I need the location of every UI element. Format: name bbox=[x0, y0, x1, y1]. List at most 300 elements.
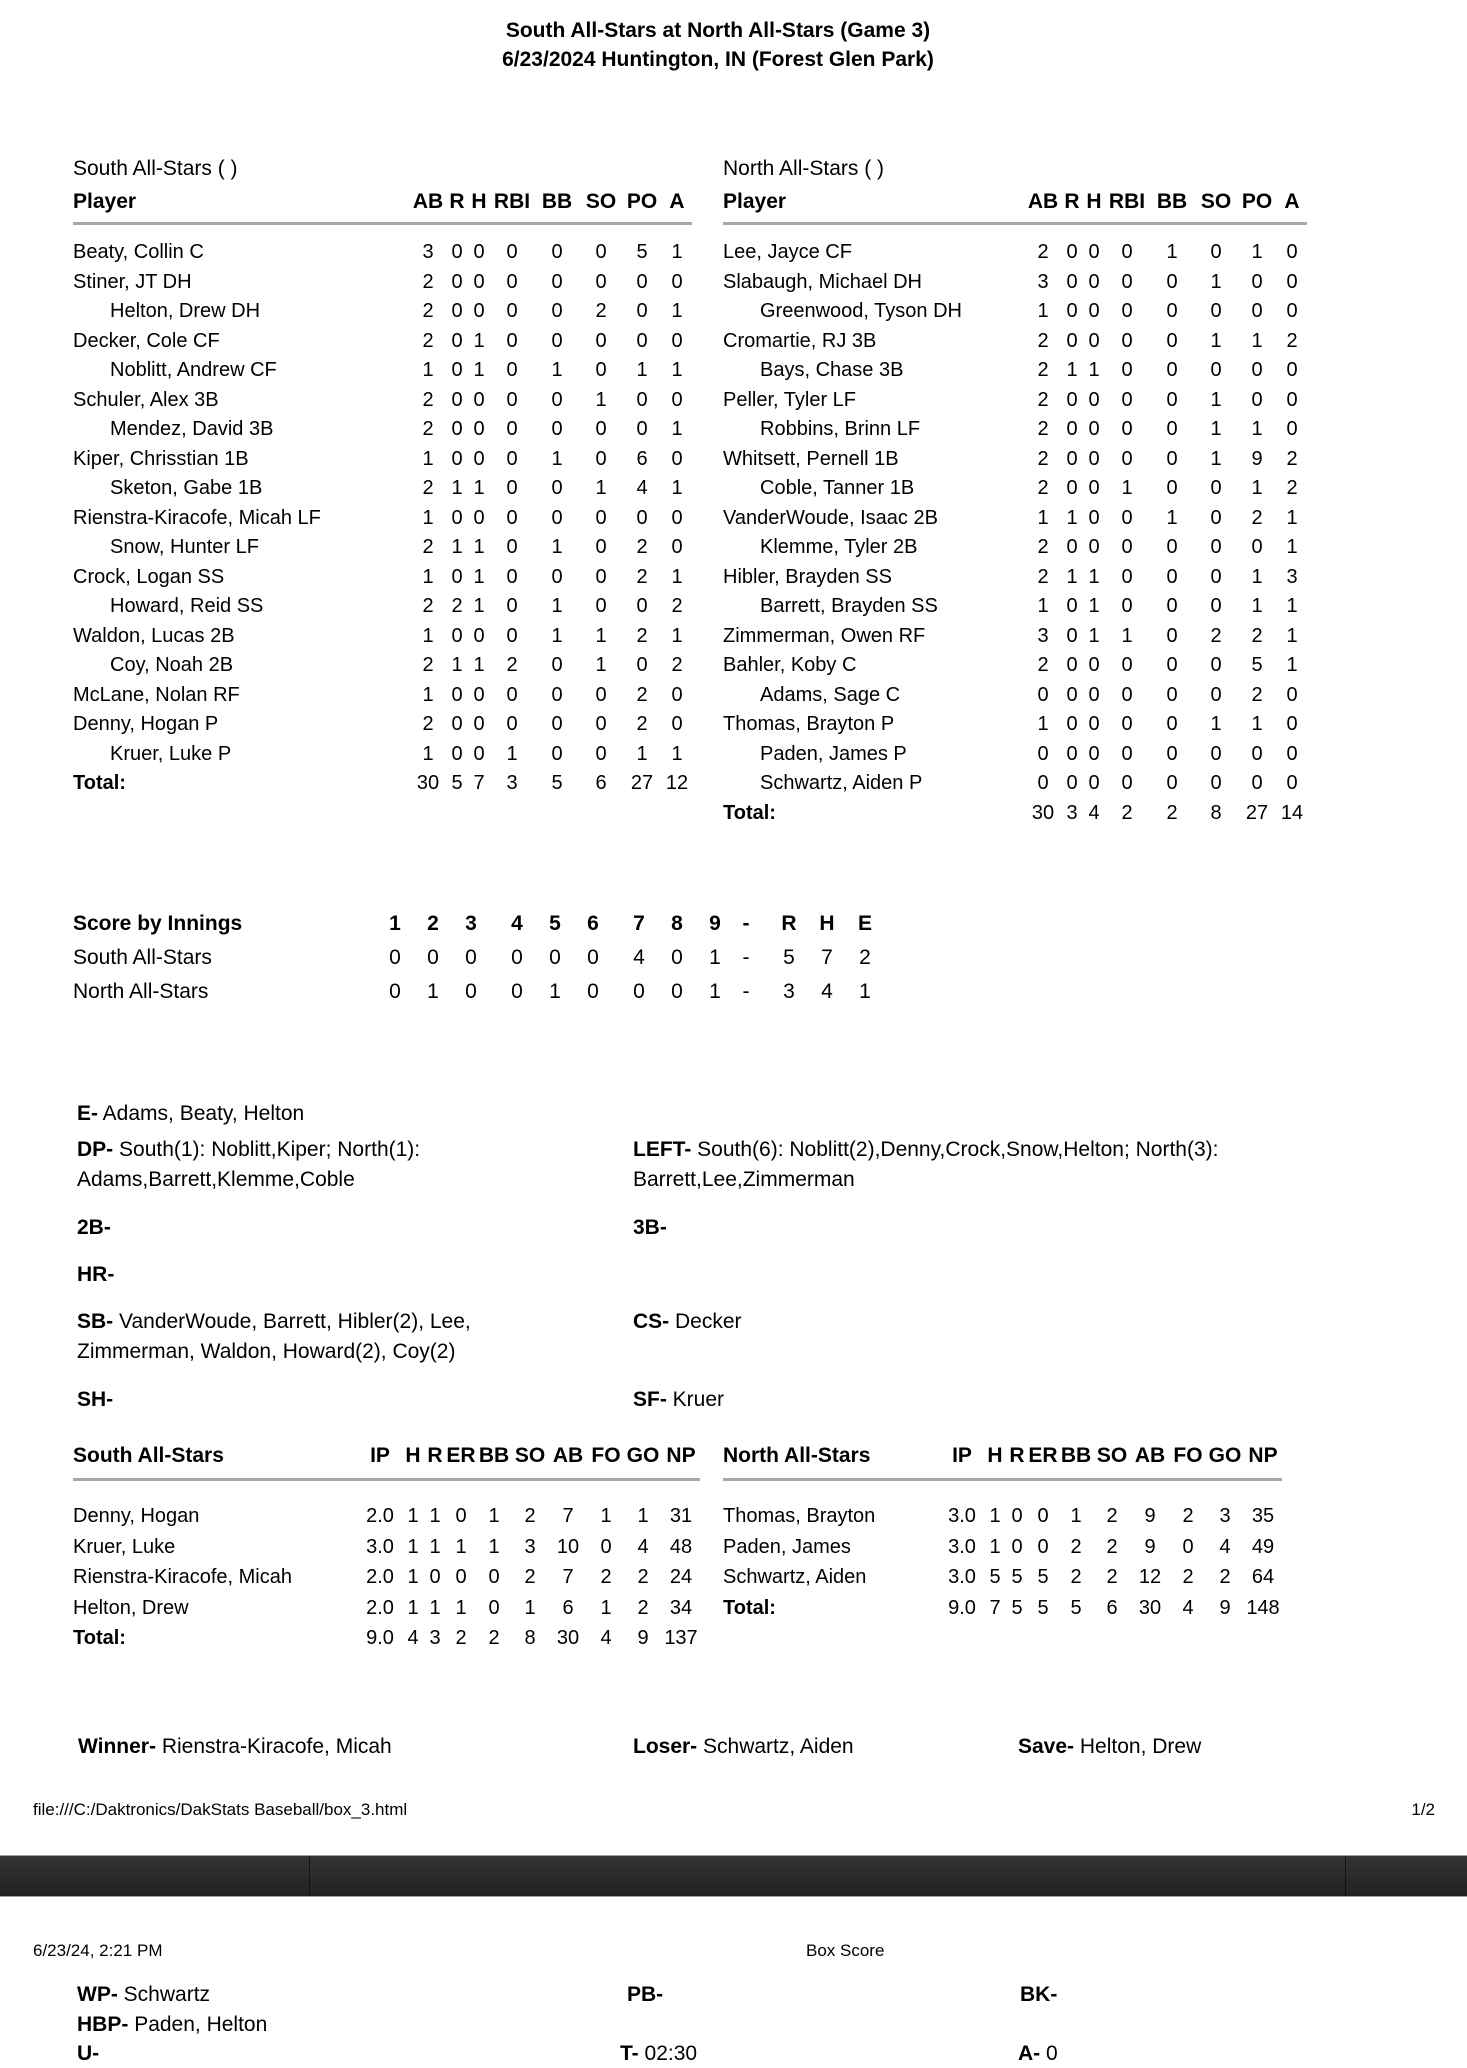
stat-cell: 0 bbox=[636, 506, 648, 529]
total-stat-cell: 9.0 bbox=[366, 1627, 394, 1649]
batting-row bbox=[73, 474, 692, 504]
stat-cell: 0 bbox=[451, 359, 463, 381]
stat-cell: 0 bbox=[473, 713, 485, 735]
total-stat-cell: 6 bbox=[1106, 1596, 1118, 1619]
innings-team-row bbox=[73, 980, 884, 1014]
pitching-stat-cell: 1 bbox=[989, 1535, 1001, 1558]
stat-cell: 0 bbox=[1121, 300, 1133, 322]
batting-row bbox=[73, 651, 692, 681]
stat-cell: 1 bbox=[422, 565, 434, 588]
stat-cell: 0 bbox=[1088, 270, 1100, 293]
print-doc-title: Box Score bbox=[806, 1941, 885, 1960]
stat-cell: 2 bbox=[636, 565, 648, 588]
bk-entry bbox=[1020, 1981, 1057, 2009]
stat-cell: 1 bbox=[595, 388, 607, 411]
note-label: 3B- bbox=[633, 1216, 667, 1239]
stat-cell: 2 bbox=[636, 683, 648, 706]
player-name: Noblitt, Andrew CF bbox=[110, 359, 277, 381]
stat-cell: 0 bbox=[1121, 772, 1133, 794]
stat-cell: 0 bbox=[551, 241, 563, 263]
stat-cell: 0 bbox=[671, 329, 683, 352]
stat-cell: 0 bbox=[1210, 536, 1222, 558]
batting-column-header: H bbox=[1083, 190, 1105, 224]
total-stat-cell: 30 bbox=[1031, 801, 1055, 824]
stat-cell: 0 bbox=[595, 595, 607, 617]
inning-column-header: 5 bbox=[549, 912, 561, 935]
north-pitching-table bbox=[723, 1443, 1282, 1623]
stat-cell: 0 bbox=[451, 506, 463, 529]
player-name: Bays, Chase 3B bbox=[760, 359, 904, 381]
pitcher-name: Helton, Drew bbox=[73, 1596, 189, 1619]
stat-cell: 2 bbox=[422, 595, 434, 617]
pitching-stat-cell: 0 bbox=[1037, 1505, 1049, 1527]
pitching-stat-cell: 2 bbox=[1219, 1566, 1231, 1588]
stat-cell: 0 bbox=[551, 329, 563, 352]
band-seam bbox=[309, 1856, 310, 1896]
player-name: Hibler, Brayden SS bbox=[723, 565, 892, 588]
stat-cell: 0 bbox=[595, 683, 607, 706]
print-datetime: 6/23/24, 2:21 PM bbox=[33, 1941, 163, 1960]
pitching-stat-cell: 2.0 bbox=[366, 1566, 394, 1588]
stat-cell: 0 bbox=[451, 683, 463, 706]
attendance-entry bbox=[1018, 2040, 1058, 2068]
umpires-label: U- bbox=[77, 2042, 100, 2065]
player-name: Lee, Jayce CF bbox=[723, 241, 852, 263]
batting-row bbox=[73, 740, 692, 770]
stat-cell: 0 bbox=[1066, 270, 1078, 293]
stat-cell: 1 bbox=[451, 477, 463, 499]
stat-cell: 0 bbox=[473, 447, 485, 470]
stat-cell: 1 bbox=[551, 359, 563, 381]
inning-score-cell: 0 bbox=[633, 980, 645, 1003]
pitching-total-row bbox=[723, 1593, 1282, 1624]
batting-row bbox=[73, 297, 692, 327]
stat-cell: 2 bbox=[1037, 654, 1049, 676]
stat-cell: 0 bbox=[1286, 300, 1298, 322]
total-label: Total: bbox=[723, 1596, 776, 1619]
stat-cell: 0 bbox=[1037, 683, 1049, 706]
pitching-stat-cell: 34 bbox=[669, 1596, 693, 1619]
north-batting-section bbox=[723, 156, 1307, 828]
pb-label: PB- bbox=[627, 1983, 664, 2006]
stat-cell: 0 bbox=[671, 536, 683, 558]
stat-cell: 0 bbox=[473, 624, 485, 647]
stat-cell: 0 bbox=[473, 742, 485, 765]
stat-cell: 0 bbox=[451, 388, 463, 411]
pitching-stat-cell: 2 bbox=[1106, 1566, 1118, 1588]
inning-score-cell: 1 bbox=[549, 980, 561, 1003]
batting-row bbox=[723, 710, 1307, 740]
file-url: file:///C:/Daktronics/DakStats Baseball/box_3.html bbox=[33, 1800, 408, 1819]
player-name: Klemme, Tyler 2B bbox=[760, 536, 918, 558]
total-stat-cell: 27 bbox=[630, 772, 654, 794]
stat-cell: 3 bbox=[1286, 565, 1298, 588]
stat-cell: 0 bbox=[1121, 388, 1133, 411]
note-label: 2B- bbox=[77, 1216, 111, 1239]
stat-cell: 0 bbox=[1066, 654, 1078, 676]
stat-cell: 0 bbox=[506, 683, 518, 706]
inning-column-header: 2 bbox=[427, 912, 439, 935]
stat-cell: 2 bbox=[1286, 329, 1298, 352]
total-stat-cell: 3 bbox=[1066, 801, 1078, 824]
pitching-row bbox=[73, 1480, 700, 1532]
pitching-stat-cell: 0 bbox=[1037, 1535, 1049, 1558]
batting-row bbox=[73, 504, 692, 534]
stat-cell: 1 bbox=[671, 300, 683, 322]
innings-header-label: Score by Innings bbox=[73, 912, 243, 935]
player-name: VanderWoude, Isaac 2B bbox=[723, 506, 938, 529]
stat-cell: 0 bbox=[506, 713, 518, 735]
note-label: SB- bbox=[77, 1310, 114, 1333]
pitching-stat-cell: 0 bbox=[455, 1566, 467, 1588]
stat-cell: 0 bbox=[551, 654, 563, 676]
player-name: Cromartie, RJ 3B bbox=[723, 329, 877, 352]
pitching-stat-cell: 2.0 bbox=[366, 1596, 394, 1619]
stat-cell: 2 bbox=[1037, 477, 1049, 499]
player-name: Howard, Reid SS bbox=[110, 595, 264, 617]
pitching-stat-cell: 48 bbox=[669, 1535, 693, 1558]
pitching-stat-cell: 1 bbox=[989, 1505, 1001, 1527]
total-label: Total: bbox=[723, 801, 776, 824]
wp-value: Schwartz bbox=[123, 1983, 211, 2006]
batting-column-header: AB bbox=[410, 190, 446, 224]
stat-cell: 0 bbox=[1037, 772, 1049, 794]
total-stat-cell: 4 bbox=[1088, 801, 1100, 824]
stat-cell: 0 bbox=[1088, 506, 1100, 529]
note-cs: CS- Decker bbox=[633, 1310, 742, 1333]
stat-cell: 0 bbox=[451, 418, 463, 440]
total-label: Total: bbox=[73, 1627, 126, 1649]
pitching-column-header: AB bbox=[548, 1443, 588, 1480]
pitching-stat-cell: 1 bbox=[1070, 1505, 1082, 1527]
total-label: Total: bbox=[73, 772, 126, 794]
pitching-stat-cell: 1 bbox=[407, 1566, 419, 1588]
pitching-stat-cell: 1 bbox=[407, 1505, 419, 1527]
total-stat-cell: 137 bbox=[664, 1627, 698, 1649]
stat-cell: 0 bbox=[1210, 359, 1222, 381]
total-stat-cell: 2 bbox=[1166, 801, 1178, 824]
note-sh bbox=[77, 1385, 577, 1415]
pitching-stat-cell: 1 bbox=[455, 1596, 467, 1619]
batting-column-header: H bbox=[468, 190, 490, 224]
batting-column-header: RBI bbox=[490, 190, 534, 224]
stat-cell: 2 bbox=[1286, 477, 1298, 499]
pitching-stat-cell: 3.0 bbox=[948, 1566, 976, 1588]
pitching-stat-cell: 1 bbox=[429, 1505, 441, 1527]
stat-cell: 0 bbox=[1286, 742, 1298, 765]
stat-cell: 1 bbox=[1210, 329, 1222, 352]
pitching-stat-cell: 1 bbox=[488, 1505, 500, 1527]
stat-cell: 2 bbox=[1210, 624, 1222, 647]
stat-cell: 2 bbox=[1286, 447, 1298, 470]
note-label: HR- bbox=[77, 1263, 115, 1286]
wp-label: WP- bbox=[77, 1983, 118, 2006]
player-name: Greenwood, Tyson DH bbox=[760, 300, 962, 322]
batting-row bbox=[723, 474, 1307, 504]
stat-cell: 2 bbox=[1251, 506, 1263, 529]
stat-cell: 0 bbox=[1066, 241, 1078, 263]
total-stat-cell: 3 bbox=[429, 1627, 441, 1649]
stat-cell: 1 bbox=[422, 506, 434, 529]
total-stat-cell: 5 bbox=[1070, 1596, 1082, 1619]
stat-cell: 0 bbox=[506, 241, 518, 263]
pitching-stat-cell: 2 bbox=[524, 1566, 536, 1588]
total-stat-cell: 6 bbox=[595, 772, 607, 794]
stat-cell: 1 bbox=[1251, 329, 1263, 352]
stat-cell: 0 bbox=[595, 329, 607, 352]
pitching-column-header: R bbox=[1006, 1443, 1028, 1480]
batting-row bbox=[723, 533, 1307, 563]
pitching-column-header: H bbox=[984, 1443, 1006, 1480]
stat-cell: 1 bbox=[1066, 565, 1078, 588]
umpires-entry bbox=[77, 2040, 99, 2068]
innings-team-name: South All-Stars bbox=[73, 946, 212, 969]
total-stat-cell: 5 bbox=[551, 772, 563, 794]
pitching-stat-cell: 3.0 bbox=[366, 1535, 394, 1558]
stat-cell: 1 bbox=[551, 595, 563, 617]
save-label: Save- bbox=[1018, 1735, 1075, 1758]
stat-cell: 0 bbox=[1121, 447, 1133, 470]
inning-column-header: 7 bbox=[633, 912, 645, 935]
stat-cell: 2 bbox=[422, 713, 434, 735]
player-name: Denny, Hogan P bbox=[73, 713, 219, 735]
stat-cell: 0 bbox=[1037, 742, 1049, 765]
pitching-stat-cell: 1 bbox=[455, 1535, 467, 1558]
stat-cell: 0 bbox=[551, 565, 563, 588]
batting-column-header: PO bbox=[1237, 190, 1277, 224]
pitching-stat-cell: 0 bbox=[1011, 1535, 1023, 1558]
hbp-value: Paden, Helton bbox=[134, 2013, 268, 2036]
stat-cell: 1 bbox=[671, 742, 683, 765]
stat-cell: 0 bbox=[506, 506, 518, 529]
total-stat-cell: 30 bbox=[416, 772, 440, 794]
stat-cell: 0 bbox=[1166, 654, 1178, 676]
stat-cell: 0 bbox=[1066, 300, 1078, 322]
stat-cell: 1 bbox=[1037, 713, 1049, 735]
pitching-stat-cell: 7 bbox=[562, 1566, 574, 1588]
pitching-stat-cell: 12 bbox=[1138, 1566, 1162, 1588]
total-stat-cell: 3 bbox=[506, 772, 518, 794]
pitching-stat-cell: 1 bbox=[600, 1505, 612, 1527]
band-seam bbox=[1345, 1856, 1346, 1896]
batting-column-header: A bbox=[1277, 190, 1307, 224]
stat-cell: 0 bbox=[1121, 506, 1133, 529]
total-stat-cell: 14 bbox=[1280, 801, 1304, 824]
inning-column-header: H bbox=[819, 912, 835, 935]
note-label: LEFT- bbox=[633, 1138, 692, 1161]
stat-cell: 0 bbox=[1088, 418, 1100, 440]
batting-row bbox=[73, 224, 692, 268]
pitching-stat-cell: 1 bbox=[488, 1535, 500, 1558]
stat-cell: 0 bbox=[1286, 713, 1298, 735]
inning-score-cell: - bbox=[742, 980, 750, 1003]
player-name: Kruer, Luke P bbox=[110, 742, 232, 765]
stat-cell: 0 bbox=[636, 329, 648, 352]
stat-cell: 2 bbox=[1037, 388, 1049, 411]
inning-score-cell: 0 bbox=[671, 946, 683, 969]
stat-cell: 0 bbox=[671, 506, 683, 529]
stat-cell: 1 bbox=[473, 595, 485, 617]
stat-cell: 1 bbox=[1286, 506, 1298, 529]
stat-cell: 1 bbox=[473, 654, 485, 676]
stat-cell: 1 bbox=[1210, 270, 1222, 293]
stat-cell: 0 bbox=[1121, 418, 1133, 440]
batting-row bbox=[723, 592, 1307, 622]
player-name: Sketon, Gabe 1B bbox=[110, 477, 263, 499]
stat-cell: 1 bbox=[1121, 624, 1133, 647]
stat-cell: 1 bbox=[595, 624, 607, 647]
stat-cell: 0 bbox=[595, 241, 607, 263]
stat-cell: 0 bbox=[1286, 359, 1298, 381]
batting-column-header: PO bbox=[622, 190, 662, 224]
stat-cell: 0 bbox=[506, 418, 518, 440]
inning-score-cell: 0 bbox=[549, 946, 561, 969]
stat-cell: 0 bbox=[1166, 329, 1178, 352]
stat-cell: 0 bbox=[1166, 595, 1178, 617]
stat-cell: 0 bbox=[1286, 683, 1298, 706]
note-left: LEFT- South(6): Noblitt(2),Denny,Crock,Snow,Helton; North(3): Barrett,Lee,Zimmerman bbox=[633, 1138, 1219, 1191]
note-dp: DP- South(1): Noblitt,Kiper; North(1): Adams,Barrett,Klemme,Coble bbox=[77, 1138, 421, 1191]
time-value: 02:30 bbox=[644, 2042, 698, 2065]
stat-cell: 0 bbox=[473, 241, 485, 263]
batting-row bbox=[723, 356, 1307, 386]
stat-cell: 0 bbox=[1210, 654, 1222, 676]
pitching-stat-cell: 2 bbox=[524, 1505, 536, 1527]
stat-cell: 0 bbox=[595, 418, 607, 440]
note-3b bbox=[633, 1213, 1233, 1243]
stat-cell: 0 bbox=[451, 300, 463, 322]
pitching-stat-cell: 31 bbox=[669, 1505, 693, 1527]
inning-score-cell: 2 bbox=[859, 946, 871, 969]
stat-cell: 0 bbox=[451, 270, 463, 293]
pitching-stat-cell: 24 bbox=[669, 1566, 693, 1588]
stat-cell: 2 bbox=[671, 654, 683, 676]
pitching-stat-cell: 64 bbox=[1251, 1566, 1275, 1588]
inning-score-cell: 1 bbox=[709, 980, 721, 1003]
stat-cell: 0 bbox=[1121, 654, 1133, 676]
pitching-stat-cell: 1 bbox=[524, 1596, 536, 1619]
stat-cell: 2 bbox=[1037, 418, 1049, 440]
player-name: Paden, James P bbox=[760, 742, 907, 765]
stat-cell: 0 bbox=[1088, 683, 1100, 706]
inning-score-cell: 0 bbox=[389, 946, 401, 969]
stat-cell: 0 bbox=[1066, 742, 1078, 765]
stat-cell: 1 bbox=[1251, 713, 1263, 735]
player-name: Crock, Logan SS bbox=[73, 565, 225, 588]
stat-cell: 2 bbox=[1251, 683, 1263, 706]
stat-cell: 0 bbox=[595, 270, 607, 293]
player-column-header: Player bbox=[723, 190, 1025, 224]
stat-cell: 2 bbox=[1037, 447, 1049, 470]
pitching-stat-cell: 2 bbox=[1106, 1505, 1118, 1527]
pitching-column-header: BB bbox=[476, 1443, 512, 1480]
stat-cell: 0 bbox=[1166, 683, 1178, 706]
stat-cell: 0 bbox=[1121, 270, 1133, 293]
batting-row bbox=[723, 327, 1307, 357]
winner-label: Winner- bbox=[78, 1735, 156, 1758]
batting-column-header: SO bbox=[1195, 190, 1237, 224]
stat-cell: 0 bbox=[551, 683, 563, 706]
note-sb: SB- VanderWoude, Barrett, Hibler(2), Lee, Zimmerman, Waldon, Howard(2), Coy(2) bbox=[77, 1310, 471, 1363]
stat-cell: 0 bbox=[1286, 388, 1298, 411]
innings-team-row bbox=[73, 946, 884, 980]
pitching-stat-cell: 2 bbox=[637, 1566, 649, 1588]
stat-cell: 0 bbox=[1121, 241, 1133, 263]
stat-cell: 0 bbox=[551, 418, 563, 440]
pitching-column-header: NP bbox=[1244, 1443, 1282, 1480]
stat-cell: 0 bbox=[451, 565, 463, 588]
stat-cell: 5 bbox=[1251, 654, 1263, 676]
total-stat-cell: 4 bbox=[600, 1627, 612, 1649]
stat-cell: 0 bbox=[473, 418, 485, 440]
stat-cell: 1 bbox=[1210, 418, 1222, 440]
inning-score-cell: 0 bbox=[671, 980, 683, 1003]
stat-cell: 0 bbox=[595, 506, 607, 529]
inning-score-cell: 3 bbox=[783, 980, 795, 1003]
stat-cell: 0 bbox=[1066, 536, 1078, 558]
stat-cell: 0 bbox=[1166, 536, 1178, 558]
inning-column-header: 3 bbox=[465, 912, 477, 935]
pitching-column-header: ER bbox=[446, 1443, 476, 1480]
total-stat-cell: 8 bbox=[1210, 801, 1222, 824]
pitching-stat-cell: 1 bbox=[600, 1596, 612, 1619]
stat-cell: 2 bbox=[422, 418, 434, 440]
stat-cell: 0 bbox=[1066, 418, 1078, 440]
stat-cell: 0 bbox=[671, 270, 683, 293]
stat-cell: 1 bbox=[1037, 506, 1049, 529]
inning-score-cell: 7 bbox=[821, 946, 833, 969]
batting-row bbox=[723, 504, 1307, 534]
stat-cell: 0 bbox=[1066, 772, 1078, 794]
pitching-column-header: BB bbox=[1058, 1443, 1094, 1480]
total-stat-cell: 2 bbox=[1121, 801, 1133, 824]
player-name: Schwartz, Aiden P bbox=[760, 772, 923, 794]
stat-cell: 0 bbox=[1088, 300, 1100, 322]
total-stat-cell: 27 bbox=[1245, 801, 1269, 824]
innings-team-name: North All-Stars bbox=[73, 980, 209, 1003]
total-stat-cell: 5 bbox=[1037, 1596, 1049, 1619]
stat-cell: 0 bbox=[1210, 683, 1222, 706]
stat-cell: 2 bbox=[422, 477, 434, 499]
batting-row bbox=[73, 622, 692, 652]
total-stat-cell: 5 bbox=[1011, 1596, 1023, 1619]
stat-cell: 0 bbox=[1066, 477, 1078, 499]
innings-header-row bbox=[73, 912, 884, 946]
stat-cell: 0 bbox=[1066, 713, 1078, 735]
stat-cell: 0 bbox=[1210, 772, 1222, 794]
batting-row bbox=[723, 297, 1307, 327]
south-pitching-table bbox=[73, 1443, 700, 1654]
pitching-column-header: SO bbox=[1094, 1443, 1130, 1480]
total-stat-cell: 2 bbox=[455, 1627, 467, 1649]
stat-cell: 0 bbox=[1088, 477, 1100, 499]
inning-score-cell: 0 bbox=[465, 980, 477, 1003]
stat-cell: 0 bbox=[671, 447, 683, 470]
stat-cell: 0 bbox=[451, 624, 463, 647]
stat-cell: 0 bbox=[636, 654, 648, 676]
stat-cell: 0 bbox=[1121, 683, 1133, 706]
stat-cell: 2 bbox=[595, 300, 607, 322]
stat-cell: 0 bbox=[1210, 477, 1222, 499]
inning-score-cell: 0 bbox=[465, 946, 477, 969]
stat-cell: 2 bbox=[1037, 241, 1049, 263]
total-stat-cell: 30 bbox=[1138, 1596, 1162, 1619]
score-by-innings bbox=[73, 912, 884, 1014]
player-name: Mendez, David 3B bbox=[110, 418, 274, 440]
stat-cell: 2 bbox=[422, 270, 434, 293]
stat-cell: 1 bbox=[1251, 241, 1263, 263]
pitching-team-header: North All-Stars bbox=[723, 1443, 940, 1480]
